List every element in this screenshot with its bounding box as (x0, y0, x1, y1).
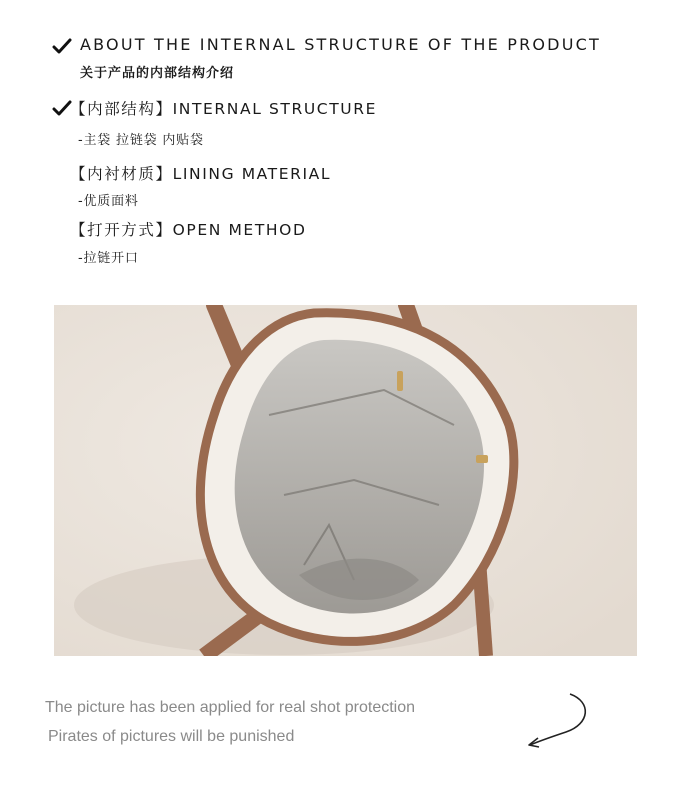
section-label-open: 【打开方式】OPEN METHOD (70, 221, 307, 239)
section-value-lining: -优质面料 (78, 194, 139, 209)
page-subtitle: 关于产品的内部结构介绍 (80, 66, 235, 81)
bag-interior-illustration (54, 305, 637, 656)
piracy-note: Pirates of pictures will be punished (48, 728, 295, 745)
product-photo (54, 305, 637, 656)
curved-arrow-icon (522, 690, 594, 750)
section-label-lining: 【内衬材质】LINING MATERIAL (70, 165, 332, 183)
page-title: ABOUT THE INTERNAL STRUCTURE OF THE PRODUCT (80, 35, 601, 54)
section-value-structure: -主袋 拉链袋 内贴袋 (78, 133, 204, 148)
section-label-structure: 【内部结构】INTERNAL STRUCTURE (70, 100, 377, 118)
section-value-open: -拉链开口 (78, 251, 139, 266)
check-icon (52, 38, 72, 54)
protection-note: The picture has been applied for real shot protection (45, 699, 416, 716)
check-icon (52, 100, 72, 116)
